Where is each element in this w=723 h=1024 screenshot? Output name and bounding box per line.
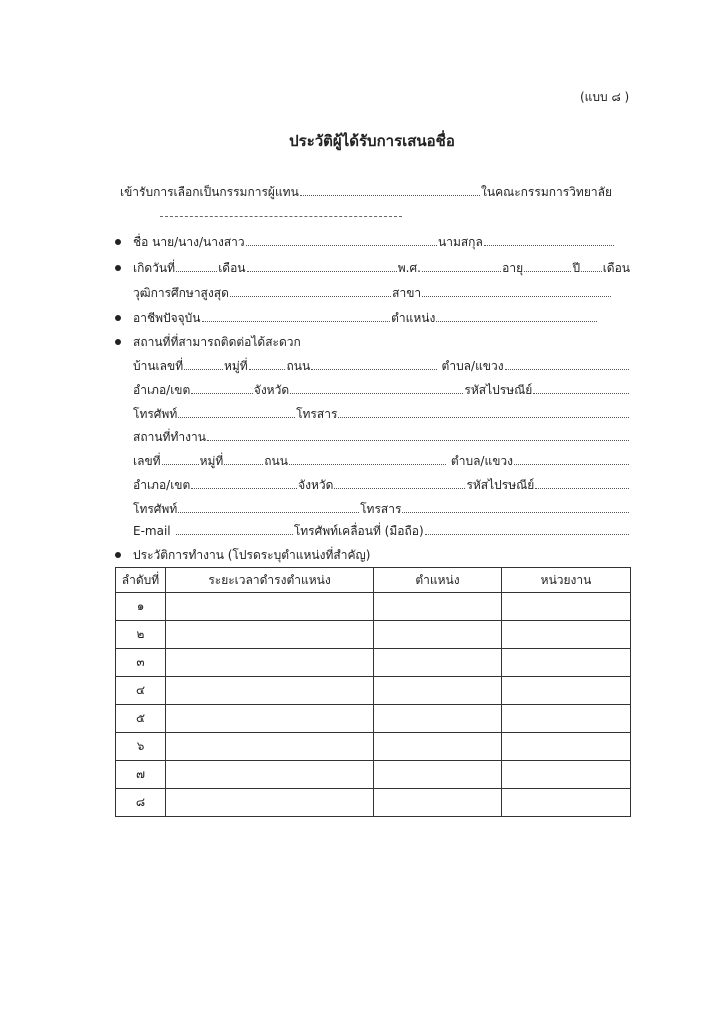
work-no-label: เลขที่ (133, 454, 161, 468)
work-subdistrict-label: ตำบล/แขวง (450, 454, 514, 468)
row-number: ๑ (116, 593, 166, 621)
home-district-field (191, 393, 252, 394)
organization-cell (502, 593, 631, 621)
surname-label: นามสกุล (438, 235, 483, 249)
age-years-field (524, 271, 571, 272)
bullet-icon (112, 310, 133, 326)
occupation-label: อาชีพปัจจุบัน (133, 311, 201, 325)
column-header-organization: หน่วยงาน (502, 568, 631, 593)
table-row (116, 761, 631, 789)
work-province-label: จังหวัด (298, 478, 334, 492)
row-number: ๒ (116, 621, 166, 649)
form-code: (แบบ ๘ ) (580, 90, 630, 104)
work-fax-field (402, 512, 629, 513)
home-house-no-field (184, 369, 223, 370)
first-name-field (246, 245, 437, 246)
age-label: อายุ (502, 261, 524, 275)
work-address-line (133, 453, 630, 469)
organization-cell (502, 677, 631, 705)
work-district-label: อำเภอ/เขต (133, 478, 191, 492)
home-postcode-field (533, 393, 629, 394)
work-history-heading: ประวัติการทำงาน (โปรดระบุตำแหน่งที่สำคัญ) (133, 548, 371, 562)
home-address-line (133, 358, 630, 374)
work-district-field (191, 488, 297, 489)
occupation-line (112, 310, 598, 326)
bullet-icon (112, 234, 133, 250)
home-subdistrict-field (505, 369, 629, 370)
position-cell (374, 705, 502, 733)
column-header-period: ระยะเวลาดำรงตำแหน่ง (166, 568, 374, 593)
intro-prefix: เข้ารับการเลือกเป็นกรรมการผู้แทน (120, 185, 299, 199)
mobile-label: โทรศัพท์เคลื่อนที่ (มือถือ) (293, 524, 424, 538)
table-row (116, 649, 631, 677)
table-row (116, 621, 631, 649)
name-label: ชื่อ นาย/นาง/นางสาว (133, 235, 245, 249)
home-subdistrict-label: ตำบล/แขวง (441, 359, 504, 373)
row-number: ๗ (116, 761, 166, 789)
birth-month-field (247, 271, 397, 272)
email-label: E-mail (133, 524, 171, 538)
bullet-icon (112, 260, 133, 276)
position-cell (374, 761, 502, 789)
home-district-line (133, 382, 630, 398)
column-header-order: ลำดับที่ (116, 568, 166, 593)
email-line (133, 523, 630, 539)
table-row (116, 789, 631, 817)
work-phone-label: โทรศัพท์ (133, 502, 178, 516)
contact-heading-line (112, 334, 412, 350)
table-header-row (116, 568, 631, 593)
representative-field (300, 195, 480, 196)
name-line (112, 234, 615, 250)
email-field (176, 534, 293, 535)
home-moo-field (249, 369, 286, 370)
work-road-field (289, 464, 446, 465)
intro-suffix: ในคณะกรรมการวิทยาลัย (481, 185, 612, 199)
home-phone-field (178, 417, 295, 418)
position-cell (374, 789, 502, 817)
period-cell (166, 677, 374, 705)
intro-line (120, 184, 612, 200)
position-cell (374, 677, 502, 705)
organization-cell (502, 649, 631, 677)
work-postcode-label: รหัสไปรษณีย์ (466, 478, 535, 492)
home-province-label: จังหวัด (253, 383, 290, 397)
organization-cell (502, 733, 631, 761)
surname-field (484, 245, 614, 246)
work-no-field (162, 464, 199, 465)
workplace-label: สถานที่ทำงาน (133, 430, 206, 444)
age-years-label: ปี (572, 261, 581, 275)
home-fax-field (338, 417, 629, 418)
major-field (422, 296, 611, 297)
position-cell (374, 593, 502, 621)
home-road-field (311, 369, 436, 370)
education-line (133, 285, 612, 301)
period-cell (166, 705, 374, 733)
work-history-table (115, 567, 631, 817)
major-label: สาขา (392, 286, 422, 300)
birth-line (112, 260, 630, 276)
home-postcode-label: รหัสไปรษณีย์ (464, 383, 533, 397)
position-cell (374, 649, 502, 677)
age-months-label: เดือน (602, 261, 630, 275)
mobile-field (425, 534, 629, 535)
bullet-icon (112, 547, 133, 563)
position-label: ตำแหน่ง (391, 311, 436, 325)
work-history-heading-line (112, 547, 432, 563)
position-field (436, 321, 597, 322)
intro-continuation-line (160, 216, 402, 217)
home-province-field (290, 393, 463, 394)
work-phone-line (133, 501, 630, 517)
position-cell (374, 733, 502, 761)
age-months-field (581, 271, 602, 272)
row-number: ๓ (116, 649, 166, 677)
row-number: ๘ (116, 789, 166, 817)
organization-cell (502, 761, 631, 789)
organization-cell (502, 705, 631, 733)
home-road-label: ถนน (286, 359, 311, 373)
workplace-field (207, 440, 629, 441)
work-fax-label: โทรสาร (360, 502, 402, 516)
period-cell (166, 621, 374, 649)
organization-cell (502, 621, 631, 649)
contact-heading: สถานที่ที่สามารถติดต่อได้สะดวก (133, 335, 301, 349)
page-title: ประวัติผู้ได้รับการเสนอชื่อ (289, 132, 455, 150)
home-district-label: อำเภอ/เขต (133, 383, 191, 397)
period-cell (166, 649, 374, 677)
work-postcode-field (535, 488, 629, 489)
home-phone-label: โทรศัพท์ (133, 407, 178, 421)
position-cell (374, 621, 502, 649)
bullet-icon (112, 334, 133, 350)
work-district-line (133, 477, 630, 493)
table-row (116, 593, 631, 621)
birth-day-field (176, 271, 217, 272)
home-phone-line (133, 406, 630, 422)
table-row (116, 733, 631, 761)
education-label: วุฒิการศึกษาสูงสุด (133, 286, 229, 300)
row-number: ๔ (116, 677, 166, 705)
birth-day-label: เกิดวันที่ (133, 261, 176, 275)
birth-month-label: เดือน (218, 261, 246, 275)
work-subdistrict-field (514, 464, 629, 465)
home-fax-label: โทรสาร (296, 407, 338, 421)
table-row (116, 677, 631, 705)
organization-cell (502, 789, 631, 817)
education-field (230, 296, 391, 297)
work-moo-label: หมู่ที่ (199, 454, 224, 468)
work-moo-field (224, 464, 263, 465)
workplace-line (133, 429, 630, 445)
work-province-field (334, 488, 465, 489)
home-house-no-label: บ้านเลขที่ (133, 359, 184, 373)
row-number: ๕ (116, 705, 166, 733)
work-phone-field (178, 512, 359, 513)
period-cell (166, 593, 374, 621)
birth-year-field (422, 271, 501, 272)
occupation-field (202, 321, 391, 322)
column-header-position: ตำแหน่ง (374, 568, 502, 593)
home-moo-label: หมู่ที่ (223, 359, 248, 373)
birth-year-label: พ.ศ. (397, 261, 421, 275)
row-number: ๖ (116, 733, 166, 761)
period-cell (166, 733, 374, 761)
period-cell (166, 789, 374, 817)
work-road-label: ถนน (264, 454, 288, 468)
period-cell (166, 761, 374, 789)
table-row (116, 705, 631, 733)
